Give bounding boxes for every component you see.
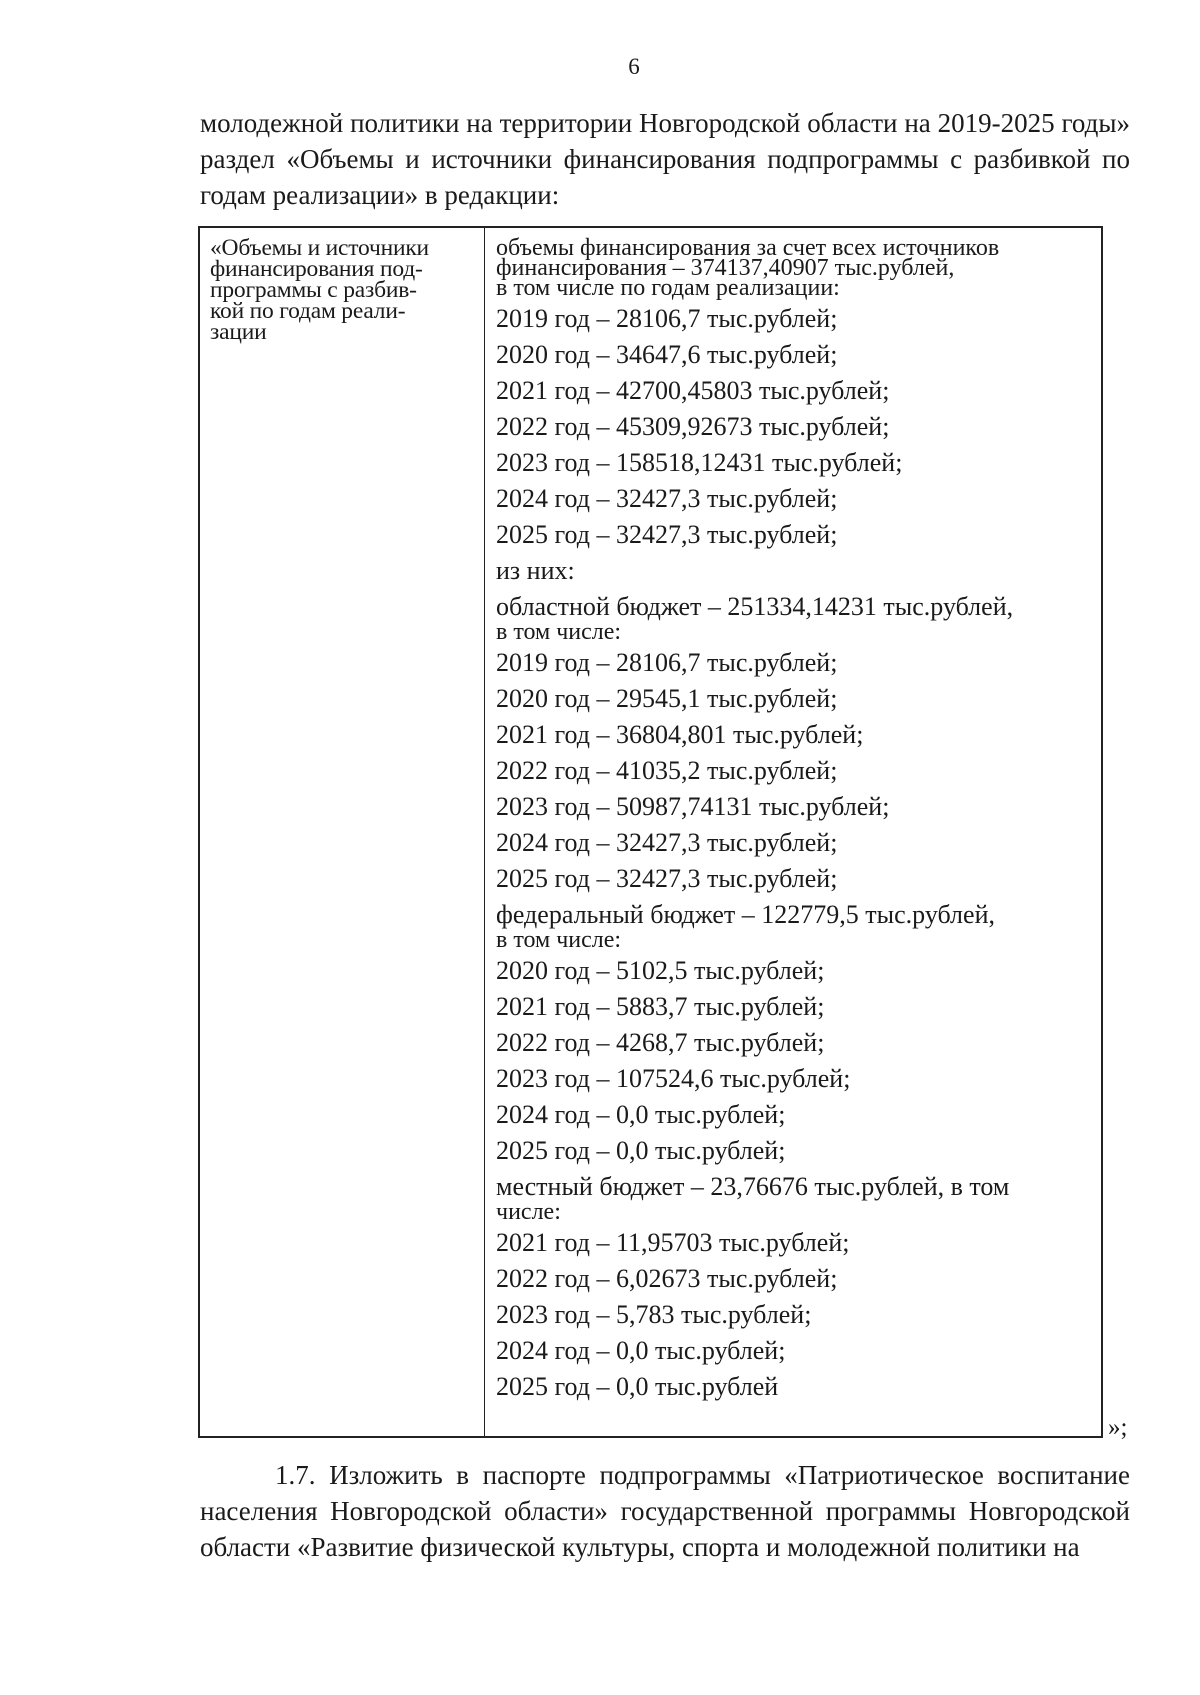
- content-line: 2022 год – 4268,7 тыс.рублей;: [496, 1028, 825, 1057]
- content-line: 2019 год – 28106,7 тыс.рублей;: [496, 304, 838, 333]
- label-line: программы с разбив-: [210, 277, 417, 303]
- content-line: финансирования – 374137,40907 тыс.рублей,: [496, 255, 955, 281]
- intro-paragraph: молодежной политики на территории Новгородской области на 2019-2025 годы» раздел «Объемы и источники финансирования подпрограммы с разбивкой по годам реализации» в редакции:: [200, 108, 1130, 210]
- label-line: кой по годам реали-: [210, 298, 406, 324]
- content-line: объемы финансирования за счет всех источников: [496, 235, 1000, 261]
- column-divider: [484, 228, 485, 1436]
- content-line: 2023 год – 107524,6 тыс.рублей;: [496, 1064, 851, 1093]
- content-line: 2021 год – 5883,7 тыс.рублей;: [496, 992, 825, 1021]
- content-line: в том числе:: [496, 619, 622, 645]
- content-line: 2022 год – 41035,2 тыс.рублей;: [496, 756, 838, 785]
- content-line: 2025 год – 0,0 тыс.рублей: [496, 1372, 779, 1401]
- content-line: 2020 год – 5102,5 тыс.рублей;: [496, 956, 825, 985]
- content-line: 2022 год – 6,02673 тыс.рублей;: [496, 1264, 838, 1293]
- content-line: 2024 год – 32427,3 тыс.рублей;: [496, 828, 838, 857]
- content-line: 2019 год – 28106,7 тыс.рублей;: [496, 648, 838, 677]
- content-line: числе:: [496, 1199, 561, 1225]
- closing-quote: »;: [1108, 1414, 1128, 1441]
- label-line: финансирования под-: [210, 256, 423, 282]
- content-line: 2022 год – 45309,92673 тыс.рублей;: [496, 412, 890, 441]
- content-line: 2023 год – 158518,12431 тыс.рублей;: [496, 448, 903, 477]
- content-line: 2025 год – 32427,3 тыс.рублей;: [496, 864, 838, 893]
- label-line: «Объемы и источники: [210, 235, 429, 261]
- content-line: в том числе по годам реализации:: [496, 275, 840, 301]
- content-line: областной бюджет – 251334,14231 тыс.рублей,: [496, 592, 1014, 621]
- content-line: федеральный бюджет – 122779,5 тыс.рублей,: [496, 900, 995, 929]
- content-line: 2021 год – 11,95703 тыс.рублей;: [496, 1228, 850, 1257]
- content-line: 2024 год – 32427,3 тыс.рублей;: [496, 484, 838, 513]
- content-line: 2024 год – 0,0 тыс.рублей;: [496, 1336, 786, 1365]
- financing-table: [198, 226, 1103, 1438]
- outro-paragraph: 1.7. Изложить в паспорте подпрограммы «Патриотическое воспитание населения Новгородской области» государственной программы Новгородской области «Развитие физической культуры, спорта и молодежной политики на: [200, 1460, 1130, 1562]
- content-line: 2024 год – 0,0 тыс.рублей;: [496, 1100, 786, 1129]
- content-cell: [496, 235, 1096, 1402]
- content-line: 2025 год – 32427,3 тыс.рублей;: [496, 520, 838, 549]
- content-line: 2023 год – 50987,74131 тыс.рублей;: [496, 792, 890, 821]
- content-line: 2020 год – 34647,6 тыс.рублей;: [496, 340, 838, 369]
- content-line: 2021 год – 42700,45803 тыс.рублей;: [496, 376, 890, 405]
- label-line: зации: [210, 319, 267, 345]
- content-line: 2025 год – 0,0 тыс.рублей;: [496, 1136, 786, 1165]
- content-line: из них:: [496, 556, 575, 585]
- content-line: 2023 год – 5,783 тыс.рублей;: [496, 1300, 812, 1329]
- content-line: в том числе:: [496, 927, 622, 953]
- content-line: 2020 год – 29545,1 тыс.рублей;: [496, 684, 838, 713]
- content-line: местный бюджет – 23,76676 тыс.рублей, в том: [496, 1172, 1010, 1201]
- label-cell: [210, 235, 478, 345]
- page-number: 6: [628, 54, 640, 79]
- content-line: 2021 год – 36804,801 тыс.рублей;: [496, 720, 864, 749]
